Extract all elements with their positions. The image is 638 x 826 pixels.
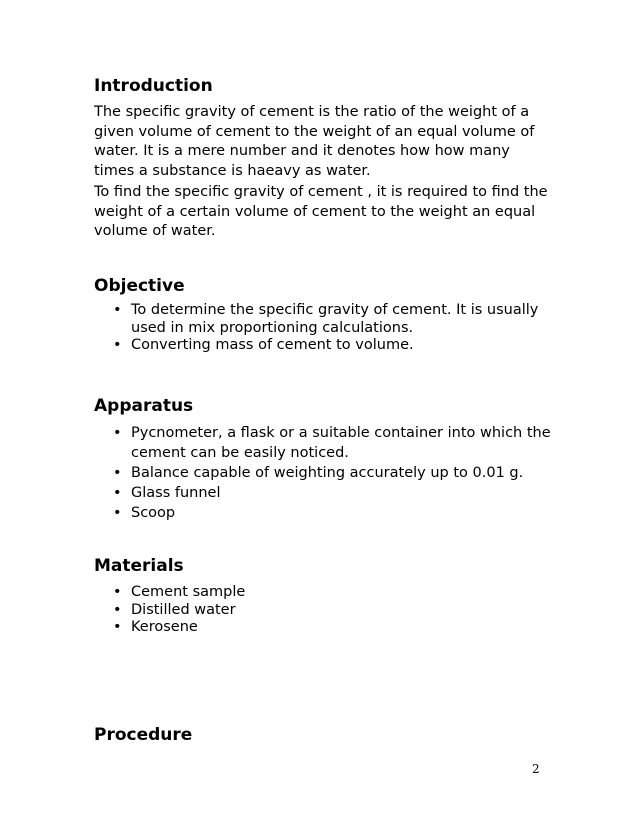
introduction-paragraph-2: To find the specific gravity of cement , it is required to find the weight of a certain volume of cement to the weight an equal volume of water.: [94, 184, 548, 239]
apparatus-list: [94, 423, 551, 523]
apparatus-item-text: Balance capable of weighting accurately up to 0.01 g.: [131, 465, 524, 481]
apparatus-item-text: Pycnometer, a flask or a suitable container into which the cement can be easily noticed.: [131, 425, 551, 461]
objective-item-text: To determine the specific gravity of cement. It is usually used in mix proportioning calculations.: [131, 302, 539, 336]
list-item: [94, 602, 551, 620]
list-item: [94, 463, 551, 483]
objective-list: [94, 302, 551, 355]
materials-item-text: Cement sample: [131, 584, 246, 600]
procedure-heading: Procedure: [94, 725, 193, 745]
apparatus-heading: Apparatus: [94, 396, 194, 416]
materials-list: [94, 584, 551, 637]
bullet-icon: •: [113, 584, 122, 600]
bullet-icon: •: [113, 601, 122, 618]
list-item: [94, 619, 551, 637]
bullet-icon: •: [113, 619, 122, 635]
materials-item-text: Kerosene: [131, 619, 198, 635]
bullet-icon: •: [113, 505, 122, 521]
list-item: [94, 337, 551, 355]
objective-item-text: Converting mass of cement to volume.: [131, 337, 414, 353]
apparatus-item-text: Scoop: [131, 505, 176, 521]
introduction-paragraph-1: The specific gravity of cement is the ratio of the weight of a given volume of cement to the weight of an equal volume of water. It is a mere number and it denotes how how many times a substance is haeavy as water.: [94, 104, 535, 179]
list-item: [94, 302, 551, 337]
list-item: [94, 483, 551, 503]
bullet-icon: •: [113, 337, 122, 353]
materials-heading: Materials: [94, 556, 184, 576]
page-number: 2: [532, 762, 540, 776]
list-item: [94, 423, 551, 463]
apparatus-item-text: Glass funnel: [131, 485, 221, 501]
bullet-icon: •: [113, 425, 122, 441]
objective-heading: Objective: [94, 276, 185, 296]
list-item: [94, 584, 551, 602]
bullet-icon: •: [113, 465, 122, 481]
list-item: [94, 503, 551, 523]
bullet-icon: •: [113, 302, 122, 318]
materials-item-text: Distilled water: [131, 601, 236, 618]
bullet-icon: •: [113, 485, 122, 501]
introduction-heading: Introduction: [94, 76, 213, 96]
